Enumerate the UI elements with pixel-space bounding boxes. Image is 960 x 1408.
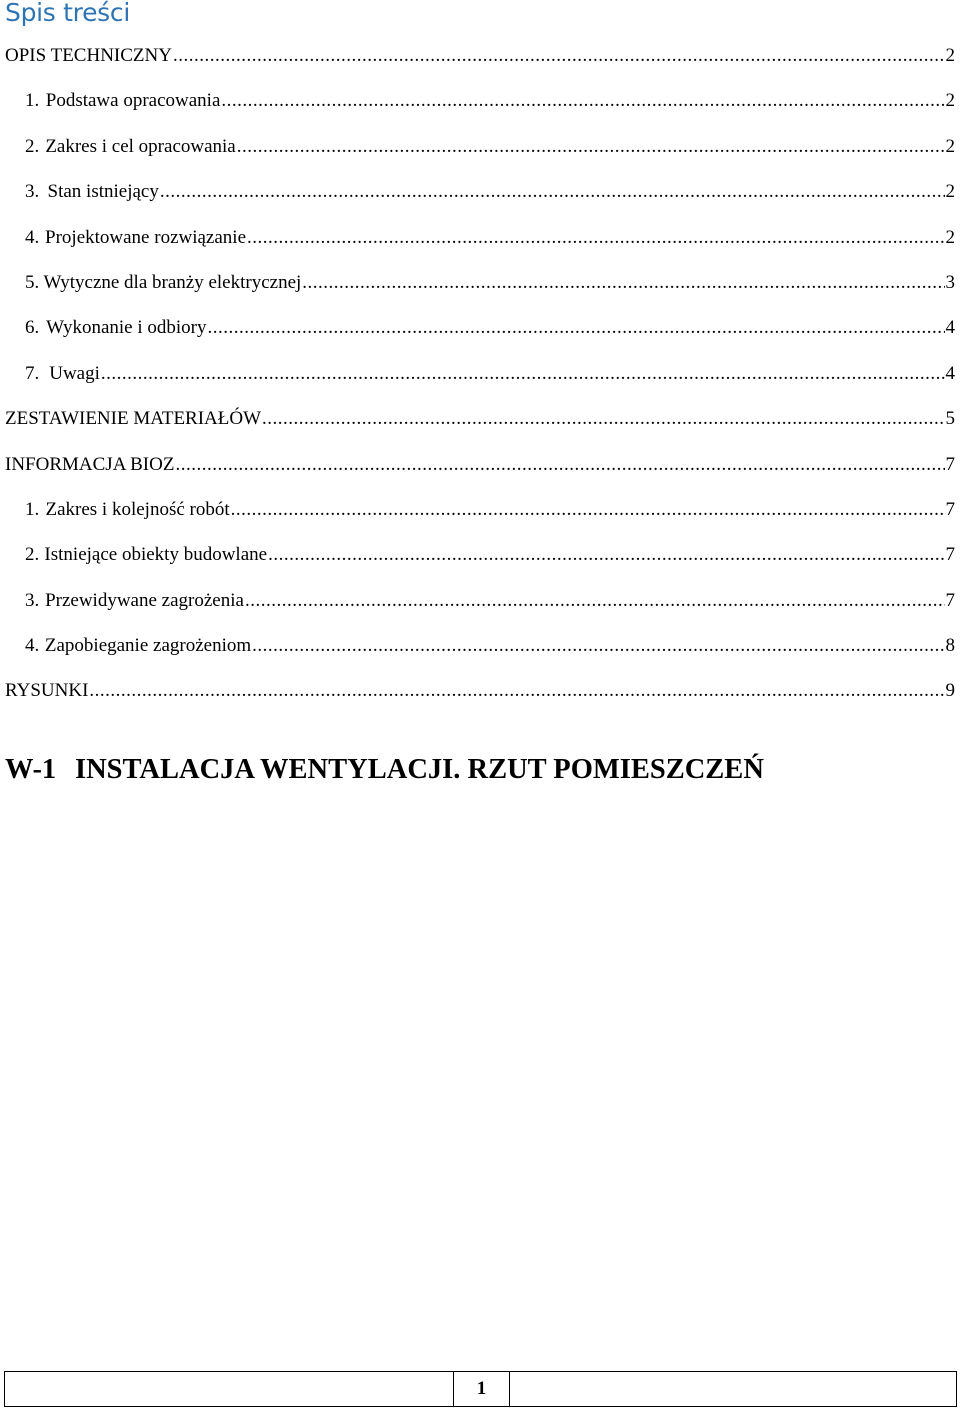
toc-entry[interactable] <box>5 310 955 355</box>
toc-dot-leader <box>245 583 945 619</box>
toc-entry-page: 9 <box>945 680 955 702</box>
toc-dot-leader <box>89 673 944 709</box>
toc-entry-title: Istniejące obiekty budowlane <box>44 544 268 566</box>
toc-entry-number: 1. <box>25 498 40 520</box>
toc-entry[interactable] <box>5 492 955 537</box>
toc-entry-title: Projektowane rozwiązanie <box>45 226 247 248</box>
toc-entry-page: 7 <box>945 453 955 475</box>
toc-entry-title: ZESTAWIENIE MATERIAŁÓW <box>5 408 262 430</box>
toc-entry[interactable] <box>5 265 955 310</box>
toc-entry-title: Wytyczne dla branży elektrycznej <box>43 271 302 293</box>
toc-entry[interactable] <box>5 673 955 718</box>
toc-entry-page: 7 <box>945 544 955 566</box>
toc-dot-leader <box>268 537 944 573</box>
toc-dot-leader <box>262 401 944 437</box>
toc-dot-leader <box>237 129 945 165</box>
toc-entry[interactable] <box>5 447 955 492</box>
toc-entry-page: 4 <box>945 317 955 339</box>
toc-dot-leader <box>231 492 945 528</box>
toc-entry-title: RYSUNKI <box>5 680 89 702</box>
toc-dot-leader <box>247 220 944 256</box>
toc-entry-number: 4. <box>25 635 40 657</box>
toc-dot-leader <box>160 174 945 210</box>
toc-dot-leader <box>221 83 944 119</box>
toc-entry-title: Stan istniejący <box>47 181 159 203</box>
toc-entry[interactable] <box>5 401 955 446</box>
toc-entry-title: Przewidywane zagrożenia <box>45 589 244 611</box>
toc-entry-title: Podstawa opracowania <box>45 90 221 112</box>
toc-entry[interactable] <box>5 38 955 83</box>
footer-cell-right <box>510 1372 956 1406</box>
toc-heading: Spis treści <box>5 0 130 27</box>
page-footer <box>4 1371 957 1407</box>
toc-entry-page: 2 <box>945 135 955 157</box>
toc-entry-page: 3 <box>945 271 955 293</box>
toc-entry-page: 4 <box>945 362 955 384</box>
toc-entry-title: Wykonanie i odbiory <box>46 317 207 339</box>
toc-entry-page: 2 <box>945 45 955 66</box>
toc-entry-title: Zakres i cel opracowania <box>45 135 236 157</box>
drawing-name: INSTALACJA WENTYLACJI. RZUT POMIESZCZEŃ <box>75 754 764 785</box>
toc-entry-page: 2 <box>945 181 955 203</box>
toc-entry[interactable] <box>5 174 955 219</box>
toc-entry-page: 5 <box>945 408 955 430</box>
toc-entry-title: INFORMACJA BIOZ <box>5 453 175 475</box>
toc-entry[interactable] <box>5 220 955 265</box>
toc-entry[interactable] <box>5 356 955 401</box>
footer-cell-left <box>5 1372 454 1406</box>
toc-entry-title: Zakres i kolejność robót <box>45 498 230 520</box>
toc-entry-title: OPIS TECHNICZNY <box>5 45 172 66</box>
toc-dot-leader <box>175 447 944 483</box>
toc-dot-leader <box>302 265 944 301</box>
toc-entry-number: 7. <box>25 362 40 384</box>
toc-dot-leader <box>101 356 945 392</box>
toc-dot-leader <box>207 310 944 346</box>
toc-entry-page: 7 <box>945 589 955 611</box>
toc-entry-page: 2 <box>945 226 955 248</box>
toc-entry[interactable] <box>5 628 955 673</box>
toc-entry-number: 1. <box>25 90 40 112</box>
toc-entry[interactable] <box>5 583 955 628</box>
toc-entry-page: 8 <box>945 635 955 657</box>
toc-entry-title: Zapobieganie zagrożeniom <box>44 635 252 657</box>
toc-entry-page: 2 <box>945 90 955 112</box>
toc-entry-number: 6. <box>25 317 40 339</box>
table-of-contents <box>5 38 955 719</box>
toc-entry-page: 7 <box>945 498 955 520</box>
toc-entry-title: Uwagi <box>49 362 100 384</box>
toc-entry-number: 3. <box>25 589 40 611</box>
drawing-title <box>5 752 764 788</box>
toc-entry-number: 4. <box>25 226 40 248</box>
toc-entry[interactable] <box>5 129 955 174</box>
drawing-code: W-1 <box>5 754 57 785</box>
toc-dot-leader <box>252 628 944 664</box>
toc-entry-number: 2. <box>25 544 40 566</box>
toc-entry-number: 5. <box>25 271 40 293</box>
page-number: 1 <box>454 1372 510 1406</box>
toc-entry[interactable] <box>5 537 955 582</box>
toc-entry-number: 2. <box>25 135 40 157</box>
toc-entry[interactable] <box>5 83 955 128</box>
toc-dot-leader <box>173 38 945 74</box>
toc-entry-number: 3. <box>25 181 40 203</box>
